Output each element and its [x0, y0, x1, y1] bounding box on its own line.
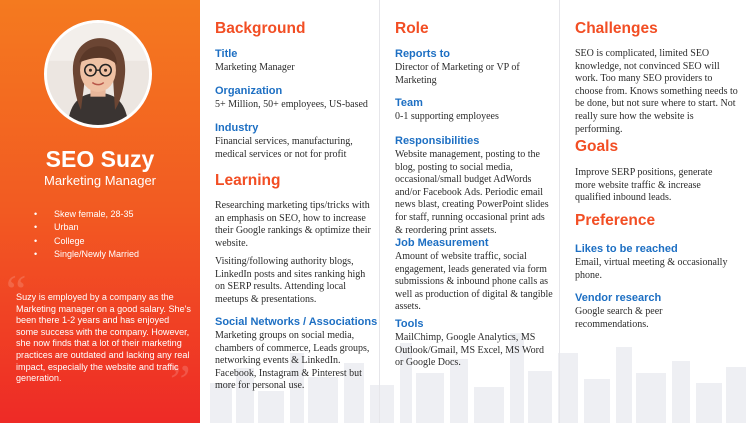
- reports-to-value: Director of Marketing or VP of Marketing: [395, 62, 520, 86]
- responsibilities-label: Responsibilities: [395, 135, 480, 147]
- title-value: Marketing Manager: [215, 62, 295, 73]
- persona-bio: Suzy is employed by a company as the Marketing manager on a good salary. She's been there 1-2 years and has enjoyed some success with the company. However, she now finds that a lot of their marketing practices are outdated and lacking any real impact, especially the website and traffic generation.: [16, 292, 191, 384]
- preference-heading: Preference: [575, 212, 656, 229]
- open-quote-icon: “: [6, 265, 27, 316]
- social-networks-value: Marketing groups on social media, chambers of commerce, Leads groups, networking events & LinkedIn. Facebook, Instagram & Pinterest but more for personal use.: [215, 330, 370, 392]
- reports-to-label: Reports to: [395, 48, 450, 60]
- persona-role: Marketing Manager: [44, 173, 156, 188]
- vendor-research-label: Vendor research: [575, 292, 662, 304]
- goals-heading: Goals: [575, 138, 619, 155]
- responsibilities-value: Website management, posting to the blog, posting to social media, occasional/small budget AdWords and/or Facebook Ads. Periodic email news blast, creating PowerPoint slides for staff, running occasional print ads & reordering print assets.: [395, 149, 549, 236]
- demographic-item: • Single/Newly Married: [34, 248, 139, 261]
- challenges-heading: Challenges: [575, 20, 658, 37]
- industry-label: Industry: [215, 122, 259, 134]
- challenges-column: [560, 0, 750, 423]
- learning-paragraph: Researching marketing tips/tricks with an emphasis on SEO, how to increase their Google rankings & optimize their website.: [215, 200, 371, 249]
- background-heading: Background: [215, 20, 306, 37]
- vendor-research-value: Google search & peer recommendations.: [575, 306, 663, 330]
- demographic-item: • College: [34, 235, 139, 248]
- likes-to-be-reached-value: Email, virtual meeting & occasionally phone.: [575, 257, 728, 281]
- learning-heading: Learning: [215, 172, 281, 189]
- tools-label: Tools: [395, 318, 424, 330]
- social-networks-label: Social Networks / Associations: [215, 316, 378, 328]
- demographic-item: • Urban: [34, 221, 139, 234]
- goals-value: Improve SERP positions, generate more website traffic & increase qualified inbound leads.: [575, 167, 713, 204]
- tools-value: MailChimp, Google Analytics, MS Outlook/Gmail, MS Excel, MS Word or Google Docs.: [395, 332, 545, 369]
- challenges-value: SEO is complicated, limited SEO knowledge, not convinced SEO will work. Too many SEO providers to choose from. Knows something needs to be done, but not sure where to start. Not really sure how the website is performing.: [575, 48, 738, 135]
- profile-panel: [0, 0, 200, 423]
- avatar: [44, 20, 152, 128]
- demographic-item: • Skew female, 28-35: [34, 208, 139, 221]
- role-heading: Role: [395, 20, 429, 37]
- team-value: 0-1 supporting employees: [395, 111, 499, 122]
- job-measurement-value: Amount of website traffic, social engagement, leads generated via form submissions & inbound phone calls as well as production of digital & tangible assets.: [395, 251, 553, 313]
- close-quote-icon: ”: [170, 355, 191, 406]
- organization-label: Organization: [215, 85, 283, 97]
- team-label: Team: [395, 97, 423, 109]
- job-measurement-label: Job Measurement: [395, 237, 489, 249]
- industry-value: Financial services, manufacturing, medical services or not for profit: [215, 136, 353, 160]
- avatar-photo: [47, 23, 149, 125]
- likes-to-be-reached-label: Likes to be reached: [575, 243, 678, 255]
- learning-paragraph: Visiting/following authority blogs, LinkedIn posts and sites ranking high on SERP results. Attending local meetups & presentations.: [215, 256, 366, 305]
- organization-value: 5+ Million, 50+ employees, US-based: [215, 99, 368, 110]
- background-learning-column: [200, 0, 380, 423]
- demographics-list: [34, 208, 139, 262]
- title-label: Title: [215, 48, 238, 60]
- persona-name: SEO Suzy: [45, 146, 155, 172]
- role-column: [380, 0, 560, 423]
